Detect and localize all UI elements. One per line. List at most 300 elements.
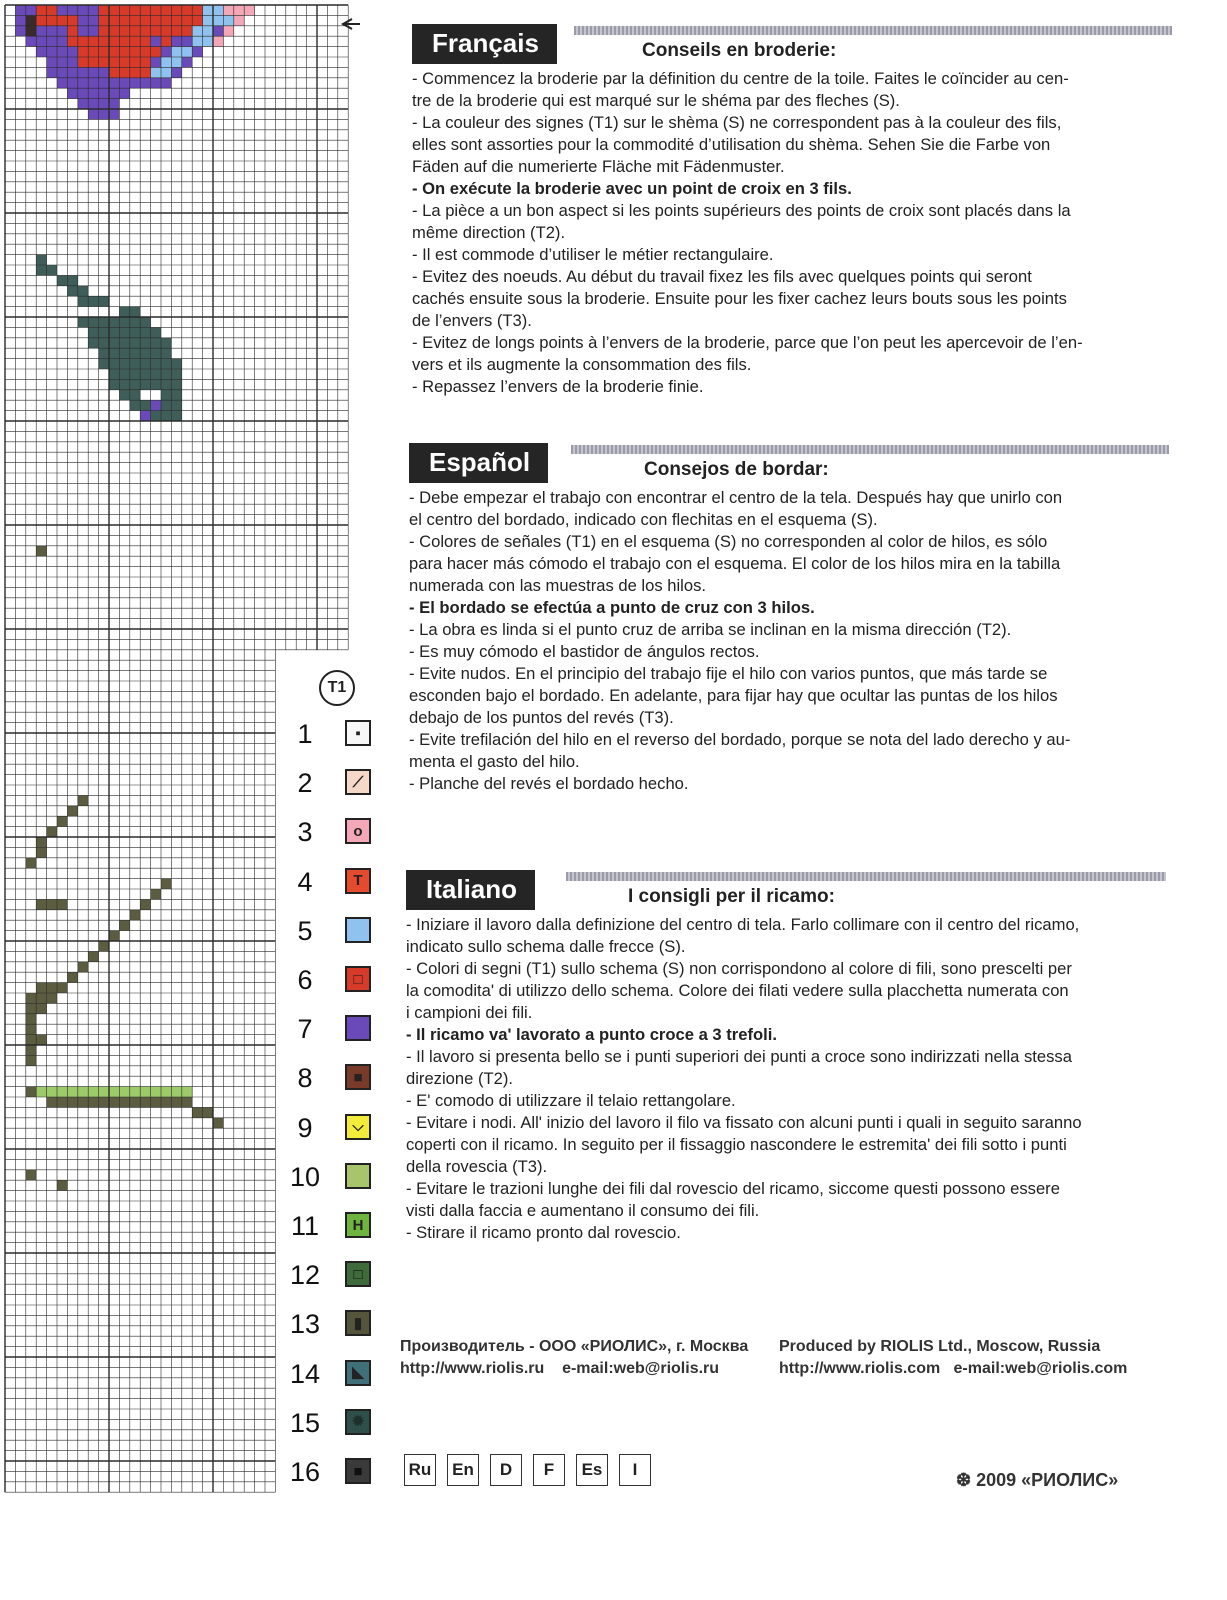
stitch-violet <box>88 5 98 15</box>
stitch-pink <box>223 26 233 36</box>
stitch-light-blue <box>203 26 213 36</box>
stitch-red <box>140 26 150 36</box>
legend-number: 15 <box>289 1407 321 1438</box>
legend-swatch-icon <box>345 1015 371 1041</box>
stitch-violet <box>15 15 25 25</box>
stitch-red <box>119 67 129 77</box>
stitch-violet <box>67 47 77 57</box>
stitch-light-green <box>130 1087 140 1097</box>
legend-item <box>285 1060 380 1100</box>
stitch-violet <box>67 67 77 77</box>
stitch-olive <box>151 889 161 899</box>
stitch-teal <box>88 327 98 337</box>
stitch-red <box>192 15 202 25</box>
legend-swatch-icon <box>345 917 371 943</box>
stitch-olive <box>47 1097 57 1107</box>
section-text-line: elles sont assorties pour la commodité d’utilisation du shèma. Sehen Sie die Farbe von <box>412 135 1051 154</box>
stitch-red <box>67 36 77 46</box>
stitch-red <box>192 5 202 15</box>
stitch-teal <box>161 348 171 358</box>
legend-item <box>285 1208 380 1248</box>
section-text-line: menta el gasto del hilo. <box>409 752 580 771</box>
section-text-line: coperti con il ricamo. In seguito per il fissaggio nascondere le estremita' dei fili sotto i punti <box>406 1135 1067 1154</box>
section-text-line: - Il est commode d’utiliser le métier rectangulaire. <box>412 245 774 264</box>
stitch-teal <box>161 390 171 400</box>
stitch-teal <box>161 379 171 389</box>
stitch-teal <box>36 265 46 275</box>
stitch-violet <box>67 57 77 67</box>
stitch-olive <box>57 1097 67 1107</box>
stitch-teal <box>119 390 129 400</box>
section-text-line: - E' comodo di utilizzare il telaio rettangolare. <box>406 1091 736 1110</box>
stitch-violet <box>47 47 57 57</box>
stitch-olive <box>26 1035 36 1045</box>
stitch-red <box>182 26 192 36</box>
stitch-light-blue <box>203 15 213 25</box>
stitch-light-green <box>171 1087 181 1097</box>
stitch-teal <box>99 338 109 348</box>
stitch-red <box>99 5 109 15</box>
legend-number: 1 <box>297 719 313 749</box>
stitch-red <box>151 5 161 15</box>
stitch-light-green <box>140 1087 150 1097</box>
stitch-teal <box>130 317 140 327</box>
stitch-violet <box>109 109 119 119</box>
section-text-line: el centro del bordado, indicado con flechitas en el esquema (S). <box>409 510 878 529</box>
stitch-violet <box>151 36 161 46</box>
stitch-violet <box>99 67 109 77</box>
stitch-olive <box>130 910 140 920</box>
footer-english-producer <box>779 1336 1127 1380</box>
stitch-light-green <box>161 1087 171 1097</box>
stitch-teal <box>140 348 150 358</box>
stitch-violet <box>67 5 77 15</box>
legend-item <box>285 1159 380 1199</box>
stitch-red <box>171 5 181 15</box>
stitch-red <box>140 36 150 46</box>
stitch-light-blue <box>203 36 213 46</box>
legend-item <box>285 1405 380 1445</box>
legend-item <box>285 765 380 805</box>
stitch-red <box>67 26 77 36</box>
stitch-olive <box>88 1097 98 1107</box>
section-text-line: della rovescia (T3). <box>406 1157 548 1176</box>
legend-item <box>285 913 380 953</box>
section-spanish <box>409 443 1169 795</box>
legend-swatch-icon: ■ <box>345 1064 371 1090</box>
stitch-teal <box>151 348 161 358</box>
stitch-light-blue <box>192 26 202 36</box>
language-button[interactable]: D <box>490 1454 522 1486</box>
stitch-violet <box>171 67 181 77</box>
footer-russian-producer <box>400 1336 748 1380</box>
stitch-violet <box>88 15 98 25</box>
language-button[interactable]: En <box>447 1454 479 1486</box>
section-text-line: même direction (T2). <box>412 223 566 242</box>
stitch-red <box>88 57 98 67</box>
section-text-line: - Evitez de longs points à l’envers de la broderie, parce que l’on peut les apercevoir de l’en- <box>412 333 1083 352</box>
footer-en-line-1: Produced by RIOLIS Ltd., Moscow, Russia <box>779 1338 1101 1355</box>
stitch-olive <box>47 899 57 909</box>
section-text-line: - La pièce a un bon aspect si les points supérieurs des points de croix sont placés dans la <box>412 201 1071 220</box>
stitch-red <box>99 26 109 36</box>
stitch-teal <box>119 369 129 379</box>
stitch-olive <box>26 1024 36 1034</box>
stitch-light-green <box>78 1087 88 1097</box>
stitch-red <box>130 5 140 15</box>
stitch-violet <box>99 109 109 119</box>
section-text-line: - La couleur des signes (T1) sur le shèma (S) ne correspondent pas à la couleur des fils, <box>412 113 1062 132</box>
stitch-violet <box>26 36 36 46</box>
stitch-olive <box>67 1097 77 1107</box>
legend-swatch-icon: ◣ <box>345 1360 371 1386</box>
stitch-red <box>119 26 129 36</box>
stitch-light-blue <box>213 5 223 15</box>
stitch-violet <box>78 5 88 15</box>
stitch-red <box>109 36 119 46</box>
stitch-violet <box>36 36 46 46</box>
section-title: I consigli per il ricamo: <box>628 886 835 907</box>
stitch-red <box>151 26 161 36</box>
stitch-olive <box>57 816 67 826</box>
stitch-teal <box>140 327 150 337</box>
legend-number: 13 <box>289 1309 321 1340</box>
stitch-olive <box>36 837 46 847</box>
stitch-olive <box>36 899 46 909</box>
stitch-teal <box>109 369 119 379</box>
stitch-teal <box>78 286 88 296</box>
stitch-teal <box>78 317 88 327</box>
stitch-red <box>119 15 129 25</box>
stitch-violet <box>78 26 88 36</box>
stitch-light-blue <box>171 47 181 57</box>
stitch-red <box>140 5 150 15</box>
stitch-teal <box>151 369 161 379</box>
legend-swatch-icon: o <box>345 818 371 844</box>
stitch-red <box>99 47 109 57</box>
section-body <box>412 68 1172 398</box>
legend-number: 7 <box>297 1014 313 1045</box>
section-divider-bar <box>574 26 1172 35</box>
stitch-red <box>140 47 150 57</box>
section-text-line: - La obra es linda si el punto cruz de arriba se inclinan en la misma dirección (T2). <box>409 620 1012 639</box>
language-button[interactable]: F <box>533 1454 565 1486</box>
stitch-red <box>109 67 119 77</box>
stitch-olive <box>99 1097 109 1107</box>
stitch-teal <box>88 338 98 348</box>
stitch-teal <box>171 369 181 379</box>
stitch-olive <box>26 1087 36 1097</box>
stitch-teal <box>151 411 161 421</box>
section-language-label: Français <box>412 24 557 64</box>
stitch-teal <box>161 338 171 348</box>
stitch-red <box>130 67 140 77</box>
stitch-dark <box>26 15 36 25</box>
stitch-olive <box>78 1097 88 1107</box>
legend-swatch-icon <box>345 1163 371 1189</box>
stitch-pink <box>244 5 254 15</box>
stitch-olive <box>99 941 109 951</box>
stitch-teal <box>119 348 129 358</box>
stitch-violet <box>182 36 192 46</box>
section-text-line: - Il ricamo va' lavorato a punto croce a 3 trefoli. <box>406 1025 777 1044</box>
stitch-red <box>88 36 98 46</box>
stitch-red <box>109 47 119 57</box>
section-text-line: - Evite nudos. En el principio del trabajo fije el hilo con varios puntos, que más tarde se <box>409 664 1048 683</box>
stitch-teal <box>119 338 129 348</box>
stitch-teal <box>130 369 140 379</box>
stitch-olive <box>192 1107 202 1117</box>
section-text-line: numerada con las muestras de los hilos. <box>409 576 706 595</box>
section-text-line: - Iniziare il lavoro dalla definizione del centro di tela. Farlo collimare con il centro del ricamo, <box>406 915 1080 934</box>
stitch-violet <box>47 57 57 67</box>
stitch-olive <box>151 1097 161 1107</box>
stitch-violet <box>140 411 150 421</box>
legend-swatch-icon: ▪ <box>345 720 371 746</box>
section-text-line: - On exécute la broderie avec un point de croix en 3 fils. <box>412 179 852 198</box>
stitch-olive <box>36 983 46 993</box>
stitch-pink <box>234 5 244 15</box>
stitch-violet <box>119 78 129 88</box>
stitch-teal <box>171 400 181 410</box>
stitch-red <box>99 15 109 25</box>
stitch-red <box>130 26 140 36</box>
stitch-teal <box>99 296 109 306</box>
legend-item <box>285 864 380 904</box>
stitch-violet <box>78 88 88 98</box>
section-text-line: - Evitare i nodi. All' inizio del lavoro il filo va fissato con alcuni punti i quali in seguito saranno <box>406 1113 1082 1132</box>
stitch-red <box>119 57 129 67</box>
stitch-red <box>109 26 119 36</box>
legend-swatch-icon: H <box>345 1212 371 1238</box>
stitch-teal <box>109 317 119 327</box>
legend-item <box>285 716 380 756</box>
stitch-red <box>130 36 140 46</box>
stitch-red <box>140 67 150 77</box>
stitch-violet <box>78 78 88 88</box>
stitch-teal <box>119 359 129 369</box>
legend-number: 9 <box>297 1112 313 1143</box>
stitch-teal <box>140 379 150 389</box>
stitch-olive <box>47 993 57 1003</box>
stitch-light-blue <box>203 5 213 15</box>
stitch-violet <box>171 36 181 46</box>
stitch-red <box>36 5 46 15</box>
legend-item <box>285 1306 380 1346</box>
section-text-line: esconden bajo el bordado. En adelante, para fijar hay que ocultar las puntas de los hilos <box>409 686 1058 705</box>
stitch-teal <box>109 327 119 337</box>
stitch-olive <box>213 1118 223 1128</box>
stitch-light-blue <box>192 36 202 46</box>
stitch-olive <box>36 1035 46 1045</box>
stitch-violet <box>151 57 161 67</box>
section-title: Consejos de bordar: <box>644 459 829 480</box>
section-text-line: cachés ensuite sous la broderie. Ensuite pour les fixer cachez leurs bouts sous les points <box>412 289 1067 308</box>
language-selector <box>404 1454 651 1486</box>
stitch-olive <box>26 993 36 1003</box>
stitch-olive <box>26 1003 36 1013</box>
stitch-light-green <box>57 1087 67 1097</box>
legend-number: 6 <box>297 965 313 995</box>
section-text-line: i campioni dei fili. <box>406 1003 533 1022</box>
stitch-teal <box>88 317 98 327</box>
stitch-teal <box>57 275 67 285</box>
stitch-light-blue <box>151 67 161 77</box>
stitch-violet <box>36 47 46 57</box>
stitch-red <box>109 15 119 25</box>
stitch-teal <box>130 348 140 358</box>
stitch-teal <box>109 359 119 369</box>
stitch-violet <box>67 88 77 98</box>
language-button[interactable]: Es <box>576 1454 608 1486</box>
stitch-olive <box>130 1097 140 1107</box>
legend-swatch-icon: □ <box>345 966 371 992</box>
stitch-teal <box>130 390 140 400</box>
stitch-teal <box>151 359 161 369</box>
stitch-teal <box>171 411 181 421</box>
stitch-teal <box>151 379 161 389</box>
stitch-light-green <box>36 1087 46 1097</box>
legend-number: 2 <box>297 768 313 799</box>
footer-ru-line-2: http://www.riolis.ru e-mail:web@riolis.ru <box>400 1360 720 1377</box>
section-language-label: Español <box>409 443 548 483</box>
stitch-violet <box>88 78 98 88</box>
stitch-olive <box>26 858 36 868</box>
section-text-line: visti dalla faccia e aumentano il consumo dei fili. <box>406 1201 760 1220</box>
stitch-red <box>57 15 67 25</box>
stitch-violet <box>109 88 119 98</box>
stitch-red <box>151 15 161 25</box>
stitch-violet <box>57 5 67 15</box>
stitch-violet <box>88 26 98 36</box>
stitch-teal <box>119 379 129 389</box>
language-button[interactable]: Ru <box>404 1454 436 1486</box>
stitch-pink <box>223 5 233 15</box>
legend-number: 11 <box>290 1211 320 1241</box>
stitch-red <box>119 5 129 15</box>
stitch-violet <box>119 88 129 98</box>
stitch-red <box>99 36 109 46</box>
stitch-olive <box>78 962 88 972</box>
footer-en-line-2: http://www.riolis.com e-mail:web@riolis.com <box>779 1360 1128 1377</box>
section-text-line: - Planche del revés el bordado hecho. <box>409 774 689 793</box>
stitch-red <box>67 15 77 25</box>
stitch-violet <box>99 88 109 98</box>
stitch-light-green <box>99 1087 109 1097</box>
stitch-olive <box>36 847 46 857</box>
stitch-teal <box>151 327 161 337</box>
legend-swatch-icon: ■ <box>345 1458 371 1484</box>
stitch-light-blue <box>223 15 233 25</box>
stitch-red <box>78 47 88 57</box>
legend-number: 4 <box>297 866 313 897</box>
stitch-violet <box>57 57 67 67</box>
stitch-violet <box>15 5 25 15</box>
stitch-olive <box>36 546 46 556</box>
section-text-line: - Il lavoro si presenta bello se i punti superiori dei punti a croce sono indirizzati nella stessa <box>406 1047 1072 1066</box>
stitch-teal <box>140 317 150 327</box>
stitch-teal <box>130 400 140 410</box>
section-title: Conseils en broderie: <box>642 40 837 61</box>
stitch-red <box>161 36 171 46</box>
stitch-teal <box>161 411 171 421</box>
stitch-teal <box>171 359 181 369</box>
section-text-line: vers et ils augmente la consommation des fils. <box>412 355 752 374</box>
stitch-olive <box>36 1003 46 1013</box>
stitch-olive <box>119 920 129 930</box>
stitch-pink <box>234 15 244 25</box>
stitch-red <box>161 26 171 36</box>
stitch-violet <box>15 26 25 36</box>
section-text-line: - Repassez l’envers de la broderie finie. <box>412 377 704 396</box>
stitch-dark <box>26 26 36 36</box>
stitch-violet <box>161 78 171 88</box>
stitch-teal <box>99 317 109 327</box>
legend-item <box>285 1454 380 1494</box>
section-text-line: la comodita' di utilizzo dello schema. Colore dei filati vedere sulla placchetta numerata con <box>406 981 1069 1000</box>
section-text-line: - Evite trefilación del hilo en el reverso del bordado, porque se nota del lado derecho y au- <box>409 730 1071 749</box>
legend-item <box>285 814 380 854</box>
stitch-teal <box>109 338 119 348</box>
stitch-red <box>36 15 46 25</box>
section-text-line: - Colores de señales (T1) en el esquema (S) no corresponden al color de hilos, es sólo <box>409 532 1048 551</box>
stitch-violet <box>36 26 46 36</box>
section-text-line: para hacer más cómodo el trabajo con el esquema. El color de los hilos mira en la tabilla <box>409 554 1061 573</box>
stitch-light-blue <box>182 47 192 57</box>
stitch-teal <box>140 400 150 410</box>
legend-item <box>285 1011 380 1051</box>
stitch-light-blue <box>161 57 171 67</box>
stitch-teal <box>140 359 150 369</box>
stitch-olive <box>109 931 119 941</box>
stitch-olive <box>26 1055 36 1065</box>
stitch-violet <box>99 78 109 88</box>
stitch-teal <box>67 275 77 285</box>
section-text-line: tre de la broderie qui est marqué sur le shéma par des fleches (S). <box>412 91 900 110</box>
stitch-violet <box>47 26 57 36</box>
section-text-line: direzione (T2). <box>406 1069 513 1088</box>
stitch-red <box>47 5 57 15</box>
stitch-teal <box>99 359 109 369</box>
stitch-olive <box>26 1014 36 1024</box>
stitch-violet <box>88 67 98 77</box>
stitch-olive <box>57 1180 67 1190</box>
stitch-red <box>140 15 150 25</box>
stitch-light-blue <box>161 67 171 77</box>
stitch-red <box>161 15 171 25</box>
language-button[interactable]: I <box>619 1454 651 1486</box>
section-body <box>406 914 1166 1244</box>
section-language-label: Italiano <box>406 870 535 910</box>
stitch-violet <box>130 78 140 88</box>
stitch-light-green <box>47 1087 57 1097</box>
stitch-teal <box>130 327 140 337</box>
stitch-violet <box>109 99 119 109</box>
stitch-teal <box>130 359 140 369</box>
stitch-violet <box>78 99 88 109</box>
legend-number: 10 <box>289 1161 321 1192</box>
stitch-red <box>78 57 88 67</box>
stitch-violet <box>57 26 67 36</box>
stitch-olive <box>171 1097 181 1107</box>
stitch-olive <box>67 972 77 982</box>
stitch-olive <box>57 899 67 909</box>
stitch-violet <box>151 78 161 88</box>
stitch-light-green <box>109 1087 119 1097</box>
stitch-olive <box>47 983 57 993</box>
stitch-teal <box>36 255 46 265</box>
stitch-olive <box>203 1107 213 1117</box>
